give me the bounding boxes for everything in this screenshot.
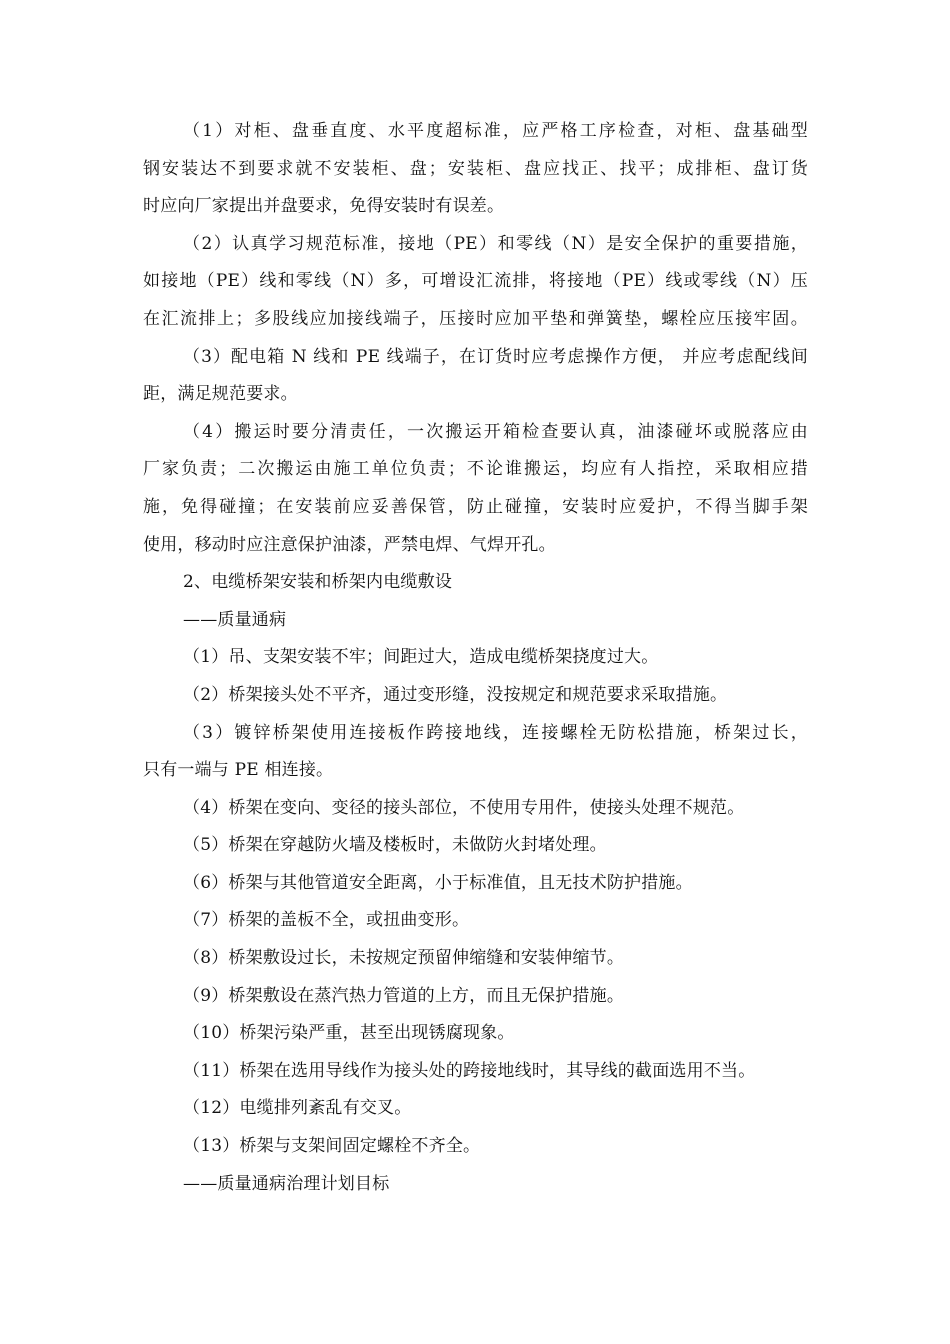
text-line: 钢安装达不到要求就不安装柜、盘；安装柜、盘应找正、找平；成排柜、盘订货 [143,158,808,179]
text-line: 使用，移动时应注意保护油漆，严禁电焊、气焊开孔。 [143,534,556,555]
text-line: 如接地（PE）线和零线（N）多，可增设汇流排，将接地（PE）线或零线（N）压 [143,271,808,292]
list-item: （8）桥架敷设过长，未按规定预留伸缩缝和安装伸缩节。 [183,948,625,969]
list-item: （7）桥架的盖板不全，或扭曲变形。 [183,910,470,931]
list-item: （5）桥架在穿越防火墙及楼板时，未做防火封堵处理。 [183,835,607,856]
list-item: （12）电缆排列紊乱有交叉。 [183,1098,412,1119]
list-item: （13）桥架与支架间固定螺栓不齐全。 [183,1136,481,1157]
text-line: 在汇流排上；多股线应加接线端子，压接时应加平垫和弹簧垫，螺栓应压接牢固。 [143,308,808,329]
list-item: （2）桥架接头处不平齐，通过变形缝，没按规定和规范要求采取措施。 [183,684,728,705]
text-line: （3）配电箱 N 线和 PE 线端子，在订货时应考虑操作方便， 并应考虑配线间 [183,346,808,367]
text-line: （1）对柜、盘垂直度、水平度超标准，应严格工序检查，对柜、盘基础型 [183,121,808,141]
list-item: （9）桥架敷设在蒸汽热力管道的上方，而且无保护措施。 [183,985,625,1006]
text-line: （2）认真学习规范标准，接地（PE）和零线（N）是安全保护的重要措施， [183,233,808,254]
section-heading: 2、电缆桥架安装和桥架内电缆敷设 [183,572,453,593]
list-item: （4）桥架在变向、变径的接头部位，不使用专用件，使接头处理不规范。 [183,797,745,818]
list-item: （1）吊、支架安装不牢；间距过大，造成电缆桥架挠度过大。 [183,647,659,668]
list-item: （10）桥架污染严重，甚至出现锈腐现象。 [183,1023,515,1044]
text-line: 距，满足规范要求。 [143,384,298,405]
text-line: （4）搬运时要分清责任，一次搬运开箱检查要认真，油漆碰坏或脱落应由 [183,421,808,442]
subsection-heading: ——质量通病 [183,609,287,630]
document-page [143,113,808,1203]
text-line: 厂家负责；二次搬运由施工单位负责；不论谁搬运，均应有人指控，采取相应措 [143,459,808,480]
list-item: （6）桥架与其他管道安全距离，小于标准值，且无技术防护措施。 [183,872,693,893]
subsection-heading: ——质量通病治理计划目标 [183,1173,390,1194]
list-item: （11）桥架在选用导线作为接头处的跨接地线时，其导线的截面选用不当。 [183,1060,756,1081]
list-item-continuation: 只有一端与 PE 相连接。 [143,760,334,781]
text-line: 施，免得碰撞；在安装前应妥善保管，防止碰撞，安装时应爱护，不得当脚手架 [143,496,808,517]
list-item: （3）镀锌桥架使用连接板作跨接地线，连接螺栓无防松措施，桥架过长， [183,722,808,743]
text-line: 时应向厂家提出并盘要求，免得安装时有误差。 [143,196,505,217]
